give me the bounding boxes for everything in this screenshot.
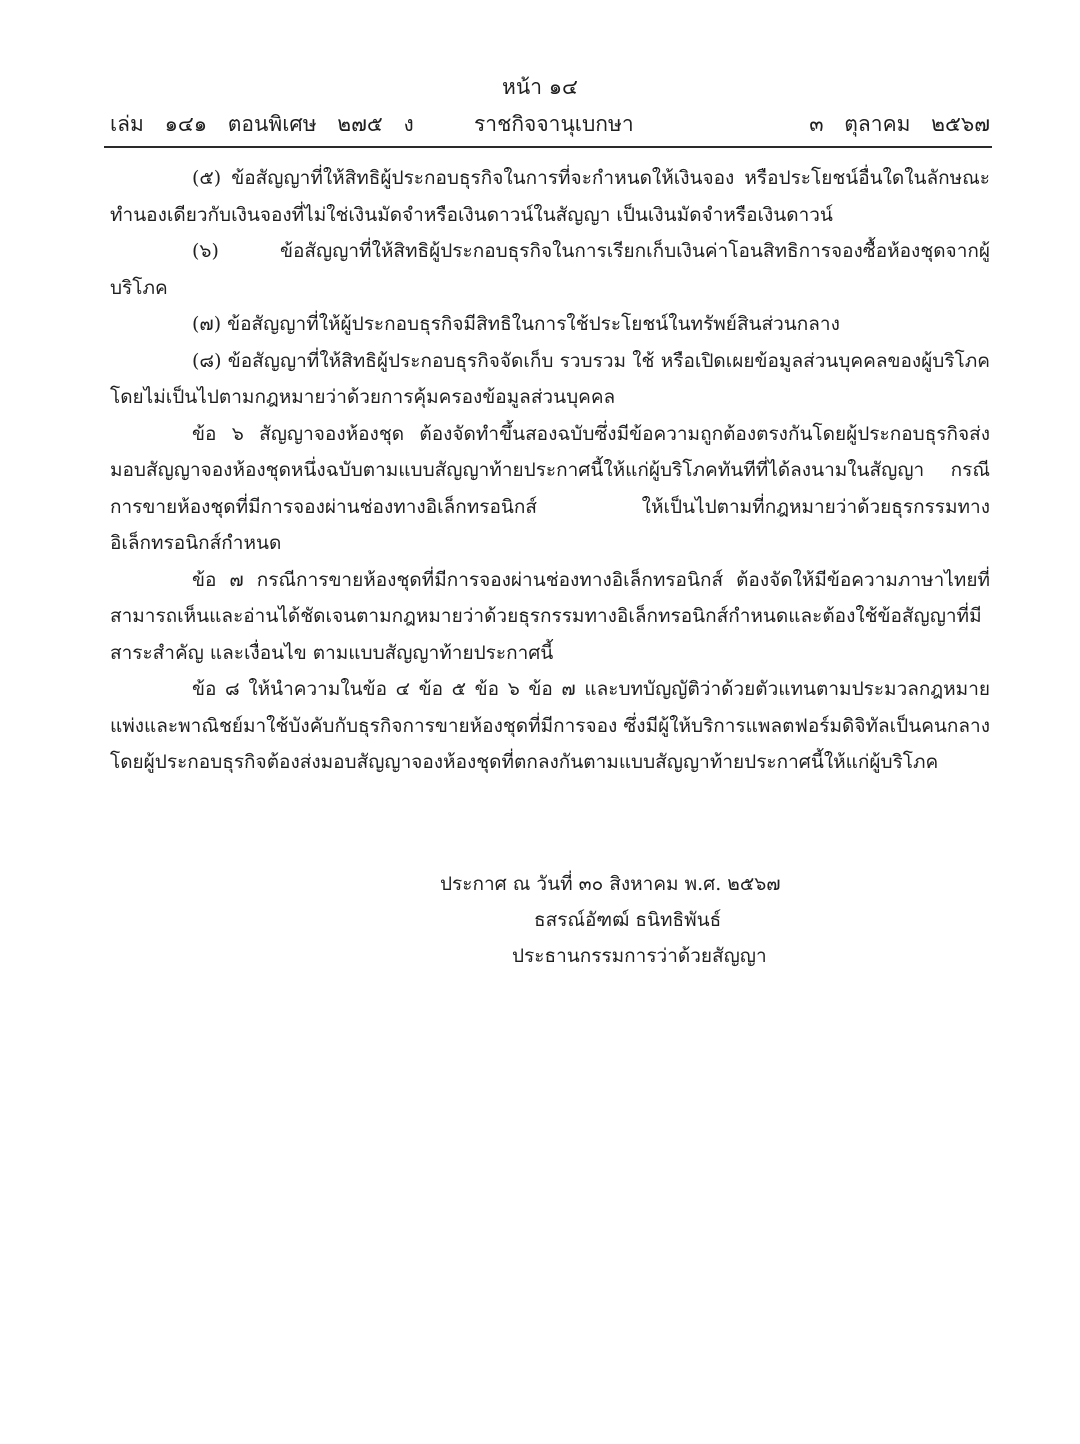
announcement-date: ประกาศ ณ วันที่ ๓๐ สิงหาคม พ.ศ. ๒๕๖๗ [440,873,781,895]
publication-date: ๓ ตุลาคม ๒๕๖๗ [809,112,990,136]
document-body [110,160,990,781]
clause-7: (๗) ข้อสัญญาที่ให้ผู้ประกอบธุรกิจมีสิทธิในการใช้ประโยชน์ในทรัพย์สินส่วนกลาง [192,313,840,335]
gazette-header [110,108,990,140]
clause-8: (๘) ข้อสัญญาที่ให้สิทธิผู้ประกอบธุรกิจจัดเก็บ รวบรวม ใช้ หรือเปิดเผยข้อมูลส่วนบุคคลของผู้บริโภคโดยไม่เป็นไปตามกฎหมายว่าด้วยการคุ้มครองข้อมูลส่วนบุคคล [110,349,990,408]
article-8: ข้อ ๘ ให้นำความในข้อ ๔ ข้อ ๕ ข้อ ๖ ข้อ ๗ และบทบัญญัติว่าด้วยตัวแทนตามประมวลกฎหมายแพ่งและพาณิชย์มาใช้บังคับกับธุรกิจการขายห้องชุดที่มีการจอง ซึ่งมีผู้ให้บริการแพลตฟอร์มดิจิทัลเป็นคนกลาง โดยผู้ประกอบธุรกิจต้องส่งมอบสัญญาจองห้องชุดที่ตกลงกันตามแบบสัญญาท้ายประกาศนี้ให้แก่ผู้บริโภค [110,678,990,773]
header-divider [104,146,992,148]
page-number: หน้า ๑๔ [502,75,578,99]
signature-block [430,866,910,974]
publication-name: ราชกิจจานุเบกษา [474,112,634,136]
clause-6: (๖) ข้อสัญญาที่ให้สิทธิผู้ประกอบธุรกิจในการเรียกเก็บเงินค่าโอนสิทธิการจองซื้อห้องชุดจากผู้บริโภค [110,240,990,299]
article-7: ข้อ ๗ กรณีการขายห้องชุดที่มีการจองผ่านช่องทางอิเล็กทรอนิกส์ ต้องจัดให้มีข้อความภาษาไทยที่สามารถเห็นและอ่านได้ชัดเจนตามกฎหมายว่าด้วยธุรกรรมทางอิเล็กทรอนิกส์กำหนดและต้องใช้ข้อสัญญาที่มีสาระสำคัญ และเงื่อนไข ตามแบบสัญญาท้ายประกาศนี้ [110,568,990,664]
signatory-name: ธสรณ์อัฑฒ์ ธนิทธิพันธ์ [534,909,722,931]
volume-issue: เล่ม ๑๔๑ ตอนพิเศษ ๒๗๕ ง [110,112,414,136]
article-6: ข้อ ๖ สัญญาจองห้องชุด ต้องจัดทำขึ้นสองฉบับซึ่งมีข้อความถูกต้องตรงกันโดยผู้ประกอบธุรกิจส่งมอบสัญญาจองห้องชุดหนึ่งฉบับตามแบบสัญญาท้ายประกาศนี้ให้แก่ผู้บริโภคทันทีที่ได้ลงนามในสัญญา กรณีการขายห้องชุดที่มีการจองผ่านช่องทางอิเล็กทรอนิกส์ ให้เป็นไปตามที่กฎหมายว่าด้วยธุรกรรมทางอิเล็กทรอนิกส์กำหนด [110,422,990,554]
clause-5: (๕) ข้อสัญญาที่ให้สิทธิผู้ประกอบธุรกิจในการที่จะกำหนดให้เงินจอง หรือประโยชน์อื่นใดในลักษณะทำนองเดียวกับเงินจองที่ไม่ใช่เงินมัดจำหรือเงินดาวน์ในสัญญา เป็นเงินมัดจำหรือเงินดาวน์ [110,167,990,226]
signatory-position: ประธานกรรมการว่าด้วยสัญญา [512,945,767,967]
